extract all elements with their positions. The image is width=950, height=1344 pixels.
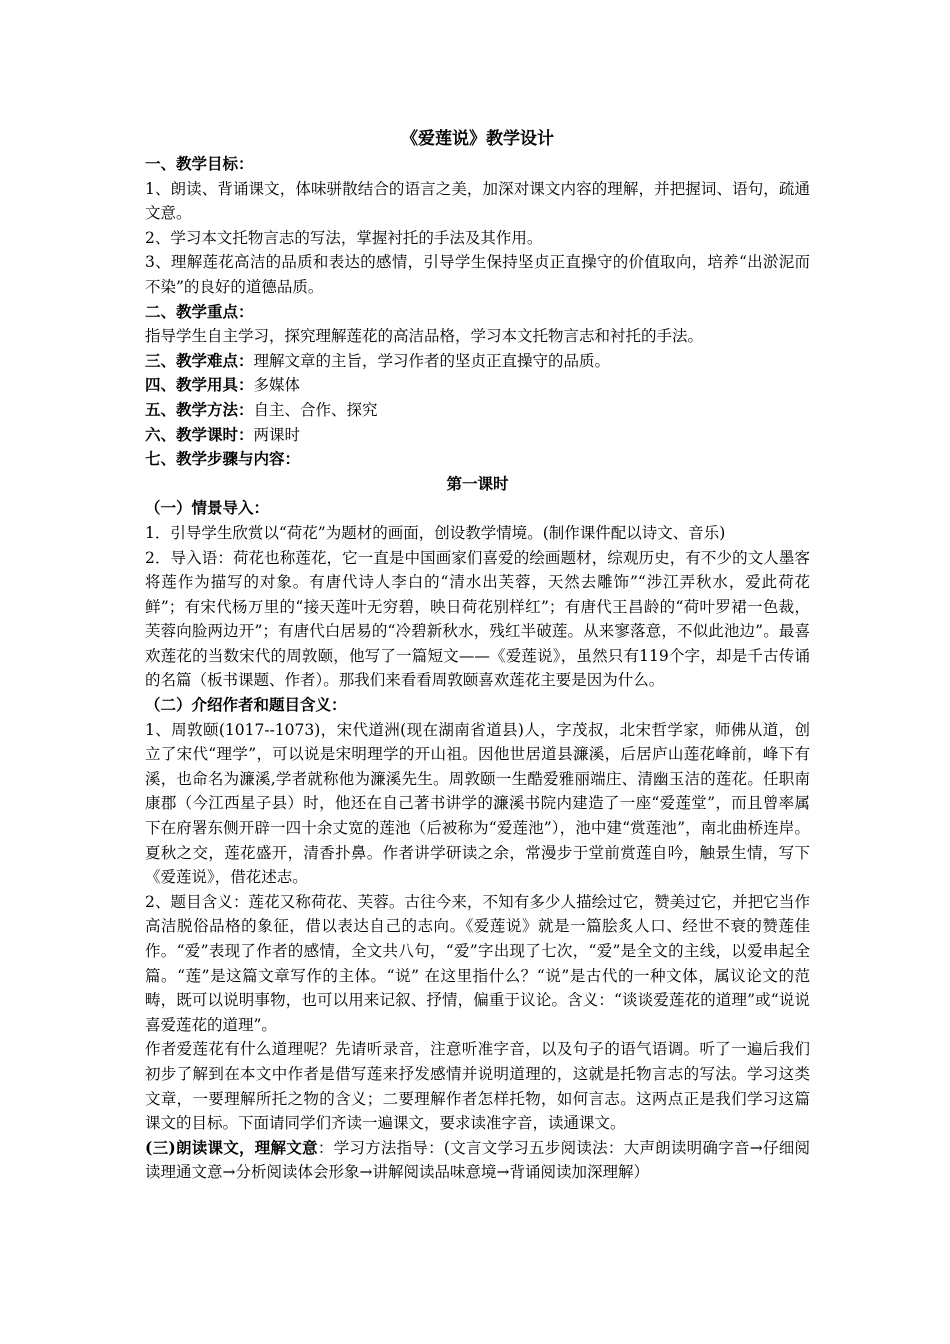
section-heading-methods: 五、教学方法： [145,399,254,419]
title-meaning-paragraph: 2、题目含义：莲花又称荷花、芙蓉。古往今来，不知有多少人描绘过它，赞美过它，并把它当作高洁脱俗品格的象征，借以表达自己的志向。《爱莲说》就是一篇脍炙人口、经世不衰的赞莲佳作。“爱”表现了作者的感情，全文共八句，“爱”字出现了七次，“爱”是全文的主线，以爱串起全篇。“莲”是这篇文章写作的主体。“说” 在这里指什么？“说”是古代的一种文体，属议论文的范畴，既可以说明事物，也可以用来记叙、抒情，偏重于议论。含义：“谈谈爱莲花的道理”或“说说喜爱莲花的道理”。 [145,892,810,1034]
intro-paragraph: 1．引导学生欣赏以“荷花”为题材的画面，创设教学情境。(制作课件配以诗文、音乐) [145,523,726,542]
intro-paragraph: 2．导入语：荷花也称莲花，它一直是中国画家们喜爱的绘画题材，综观历史，有不少的文人墨客将莲作为描写的对象。有唐代诗人李白的“清水出芙蓉，天然去雕饰”“涉江弄秋水，爱此荷花鲜”；有宋代杨万里的“接天莲叶无穷碧，映日荷花别样红”；有唐代王昌龄的“荷叶罗裙一色裁，芙蓉向脸两边开”；有唐代白居易的“冷碧新秋水，残红半破莲。从来寥落意，不似此池边”。最喜欢莲花的当数宋代的周敦颐，他写了一篇短文——《爱莲说》，虽然只有119个字，却是千古传诵的名篇（板书课题、作者）。那我们来看看周敦颐喜欢莲花主要是因为什么。 [145,548,810,690]
part-heading-reading: (三)朗读课文，理解文意 [145,1137,318,1157]
objective-item: 1、朗读、背诵课文，体味骈散结合的语言之美，加深对课文内容的理解，并把握词、语句，疏通文意。 [145,179,810,223]
section-heading-difficulty: 三、教学难点： [145,350,254,370]
section-heading-steps: 七、教学步骤与内容： [145,449,301,469]
methods-line [145,398,810,423]
periods-text: 两课时 [253,425,301,444]
document-page [145,126,810,1185]
section-heading-objectives: 一、教学目标： [145,154,254,173]
document-title: 《爱莲说》教学设计 [401,129,554,149]
lesson-heading: 第一课时 [446,473,509,493]
difficulty-text: 理解文章的主旨，学习作者的坚贞正直操守的品质。 [253,351,611,370]
part-heading-author: （二）介绍作者和题目含义： [145,695,347,715]
author-paragraph: 1、周敦颐(1017--1073)，宋代道洲(现在湖南省道县)人，字茂叔，北宋哲学家，师佛从道，创立了宋代“理学”，可以说是宋明理学的开山祖。因他世居道县濂溪，后居庐山莲花峰前，峰下有溪，也命名为濂溪,学者就称他为濂溪先生。周敦颐一生酷爱雅丽端庄、清幽玉洁的莲花。任职南康郡（今江西星子县）时，他还在自己著书讲学的濂溪书院内建造了一座“爱莲堂”，而且曾率属下在府署东侧开辟一四十余丈宽的莲池（后被称为“爱莲池”），池中建“赏莲池”，南北曲桥连岸。夏秋之交，莲花盛开，清香扑鼻。作者讲学研读之余，常漫步于堂前赏莲自吟，触景生情，写下《爱莲说》，借花述志。 [145,720,810,887]
reading-paragraph: 作者爱莲花有什么道理呢？先请听录音，注意听准字音，以及句子的语气语调。听了一遍后我们初步了解到在本文中作者是借写莲来抒发感情并说明道理的，这就是托物言志的写法。学习这类文章，一要理解所托之物的含义；二要理解作者怎样托物，如何言志。这两点正是我们学习这篇课文的目标。下面请同学们齐读一遍课文，要求读准字音，读通课文。 [145,1040,810,1133]
section-heading-periods: 六、教学课时： [145,424,254,444]
reading-method-line [145,1136,810,1185]
section-heading-key-points: 二、教学重点： [145,301,254,321]
tools-line [145,373,810,398]
objective-item: 3、理解莲花高洁的品质和表达的感情，引导学生保持坚贞正直操守的价值取向，培养“出淤泥而不染”的良好的道德品质。 [145,253,810,296]
tools-text: 多媒体 [253,376,301,395]
methods-text: 自主、合作、探究 [253,400,378,419]
section-heading-tools: 四、教学用具： [145,375,254,395]
key-points-text: 指导学生自主学习，探究理解莲花的高洁品格，学习本文托物言志和衬托的手法。 [145,327,704,346]
reading-method-text: ：学习方法指导：(文言文学习五步阅读法：大声朗读明确字音→仔细阅读理通文意→分析阅读体会形象→讲解阅读品味意境→背诵阅读加深理解） [145,1138,810,1182]
objective-item: 2、学习本文托物言志的写法，掌握衬托的手法及其作用。 [145,228,543,247]
periods-line [145,423,810,448]
part-heading-intro: （一）情景导入： [145,498,270,518]
difficulty-line [145,349,810,374]
